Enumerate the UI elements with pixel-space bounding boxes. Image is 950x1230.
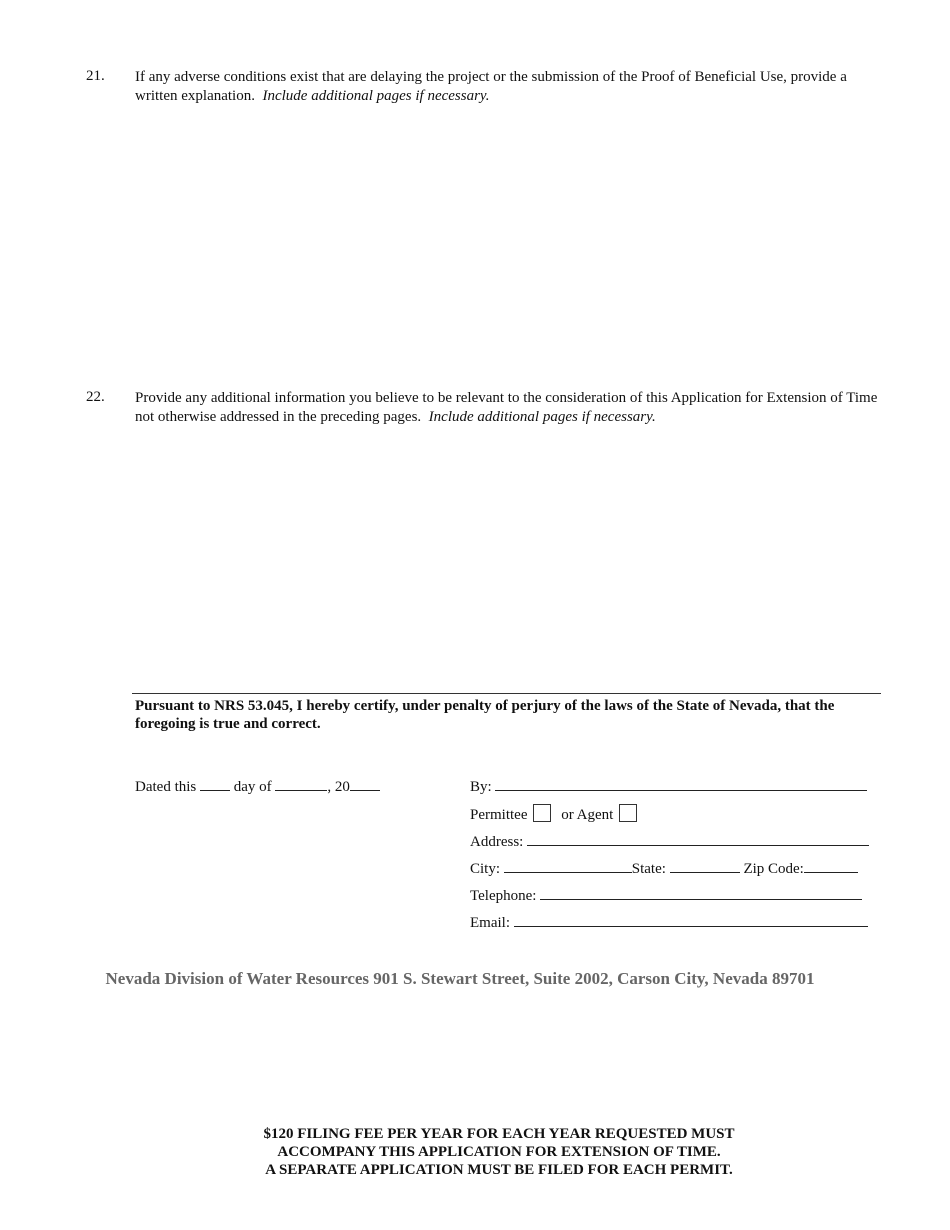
fee-notice-line-3: A SEPARATE APPLICATION MUST BE FILED FOR EACH PERMIT. [265, 1162, 733, 1178]
permittee-row [470, 804, 637, 824]
certification-divider [132, 693, 881, 694]
by-row [470, 777, 867, 796]
question-21-body: If any adverse conditions exist that are delaying the project or the submission of the Proof of Beneficial Use, provide a written explanation. [135, 69, 847, 104]
question-21-answer-area[interactable] [135, 110, 883, 380]
question-22-answer-area[interactable] [135, 432, 883, 682]
question-22-body: Provide any additional information you believe to be relevant to the consideration of this Application for Extension of Time not otherwise addressed in the preceding pages. [135, 390, 878, 425]
dated-prefix: Dated this [135, 779, 197, 795]
fee-notice-line-1: $120 FILING FEE PER YEAR FOR EACH YEAR REQUESTED MUST [263, 1126, 735, 1142]
agency-address: Nevada Division of Water Resources 901 S. Stewart Street, Suite 2002, Carson City, Nevada 89701 [105, 969, 815, 988]
permittee-checkbox[interactable] [533, 804, 551, 822]
email-label: Email: [470, 915, 510, 931]
zip-field[interactable] [804, 859, 858, 873]
dated-line [135, 777, 380, 796]
address-row [470, 832, 869, 851]
question-22-note: Include additional pages if necessary. [428, 409, 656, 425]
email-row [470, 913, 868, 932]
fee-notice-line-2: ACCOMPANY THIS APPLICATION FOR EXTENSION OF TIME. [277, 1144, 721, 1160]
city-state-zip-row [470, 859, 858, 878]
question-21-text [135, 68, 883, 106]
state-label: State: [631, 861, 666, 877]
city-label: City: [470, 861, 501, 877]
permittee-label: Permittee [470, 807, 528, 823]
question-21-number: 21. [86, 68, 105, 84]
address-field[interactable] [527, 832, 869, 846]
question-21-note: Include additional pages if necessary. [262, 88, 490, 104]
state-field[interactable] [670, 859, 740, 873]
city-field[interactable] [504, 859, 632, 873]
dated-year-prefix: , 20 [327, 779, 350, 795]
telephone-label: Telephone: [470, 888, 537, 904]
dated-day-field[interactable] [200, 777, 230, 791]
agent-label: or Agent [561, 807, 614, 823]
question-22-number: 22. [86, 389, 105, 405]
by-label: By: [470, 779, 492, 795]
dated-month-field[interactable] [275, 777, 327, 791]
zip-label: Zip Code: [743, 861, 804, 877]
address-label: Address: [470, 834, 524, 850]
telephone-field[interactable] [540, 886, 862, 900]
question-22-text [135, 389, 883, 427]
by-field[interactable] [495, 777, 867, 791]
dated-day-of: day of [233, 779, 272, 795]
telephone-row [470, 886, 862, 905]
email-field[interactable] [514, 913, 868, 927]
fee-notice [0, 1125, 950, 1179]
agent-checkbox[interactable] [619, 804, 637, 822]
certification-statement: Pursuant to NRS 53.045, I hereby certify, under penalty of perjury of the laws of the State of Nevada, that the foregoing is true and correct. [135, 698, 835, 732]
dated-year-field[interactable] [350, 777, 380, 791]
